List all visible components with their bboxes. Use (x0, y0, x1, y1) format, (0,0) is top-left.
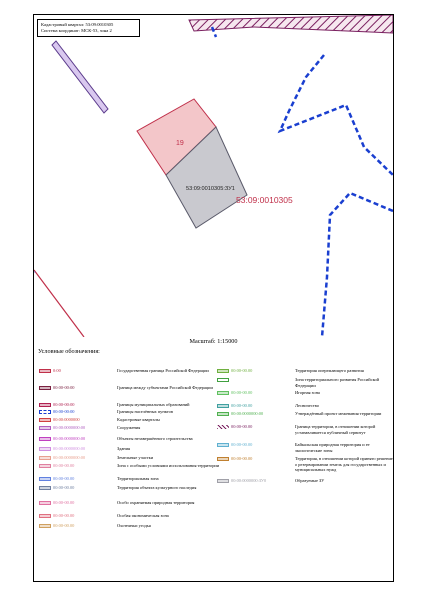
purple-symbol-icon (39, 437, 51, 441)
cyan-symbol-icon (217, 443, 229, 447)
legend-code: 00:00:0000000:00 (53, 425, 86, 430)
legend-code: 00:00:0000000:00 (231, 411, 264, 416)
legend-code: 00:00-00.00 (231, 390, 253, 395)
green-symbol-icon (217, 391, 229, 395)
lilac-symbol-icon (39, 447, 51, 451)
hatch-icon-symbol-icon (217, 425, 229, 429)
coordinate-system-info: Система координат: МСК-53, зона 2 (41, 28, 112, 33)
green-outline-symbol-icon (217, 378, 229, 382)
scale-label: Масштаб: 1:15000 (189, 338, 238, 345)
purple-symbol-icon (39, 426, 51, 430)
legend-description: Государственная граница Российской Федерации (117, 368, 209, 373)
quarter-info: Кадастровый квартал: 53:09:0010305 (41, 22, 114, 27)
legend-description: Территория объекта культурного наследия (117, 485, 197, 490)
legend-description: Зона территориального развития Российской Федерации (295, 377, 380, 388)
legend-code: 00:00-00.00 (53, 463, 75, 468)
red-symbol-icon (39, 418, 51, 422)
salmon-symbol-icon (39, 456, 51, 460)
legend-description: Байкальская природная территория и ее экологические зоны (295, 442, 370, 453)
legend-description: Границы муниципальных образований (117, 402, 190, 407)
legend-description: Особая экономическая зона (117, 513, 169, 518)
orange-symbol-icon (217, 457, 229, 461)
map-sheet (33, 14, 394, 582)
steel-symbol-icon (39, 486, 51, 490)
legend-description: Границы населённых пунктов (117, 409, 173, 414)
legend-description: Здания (117, 446, 130, 451)
legend-description: Утверждённый проект межевания территории (295, 411, 382, 416)
teal-symbol-icon (217, 404, 229, 408)
edge-mark: › (34, 270, 36, 275)
tan-symbol-icon (39, 524, 51, 528)
legend-code: 00:00-00.00 (53, 513, 75, 518)
legend-description: Территория опережающего развития (295, 368, 364, 373)
legend-code: 00:00:0000000 (53, 417, 80, 422)
legend-code: 00:00:0000000:00 (53, 455, 86, 460)
road-strip (52, 41, 108, 113)
servitude-hatched-area (189, 15, 393, 33)
legend-code: 00:00-00.00 (231, 456, 253, 461)
legend-description: Граница между субъектами Российской Федерации (117, 385, 213, 390)
legend-code: 00:00-00.00 (53, 476, 75, 481)
cadastral-map[interactable] (34, 15, 393, 337)
settlement-boundary-lower (322, 193, 393, 337)
pink-symbol-icon (39, 514, 51, 518)
legend-description: Образуемые ЗУ (295, 478, 325, 483)
legend-code: 00:00-00.00 (231, 442, 253, 447)
settlement-boundary-upper (280, 55, 393, 175)
quarter-number-label: 53:09:0010305 (236, 195, 293, 205)
crimson-symbol-icon (39, 403, 51, 407)
legend-code: 00:00-00:00 (53, 385, 75, 390)
legend-title: Условные обозначения: (38, 348, 100, 355)
legend-code: 00:00-00:00 (53, 402, 75, 407)
legend-code: 0:00 (53, 368, 61, 373)
red-symbol-icon (39, 369, 51, 373)
legend-code: 00:00-00.00 (53, 485, 75, 490)
blue-dashed-symbol-icon (39, 410, 51, 414)
legend-description: Территория, в отношении которой принято решение о резервировании земель для государственных и муниципальных нужд (295, 456, 393, 473)
green-symbol-icon (217, 412, 229, 416)
legend-description: Граница территории, в отношении которой устанавливается публичный сервитут (295, 424, 376, 435)
parcel-19-label: 19 (176, 140, 184, 147)
legend-code: 00:00-00.00 (53, 500, 75, 505)
legend-code: 00:00-00.00 (53, 523, 75, 528)
legend-description: Игорная зона (295, 390, 320, 395)
legend-description: Особо охраняемая природная территория (117, 500, 195, 505)
legend-code: 00:00-00.00 (231, 424, 253, 429)
legend-code: 00:00:0000000:00 (53, 436, 86, 441)
legend-code: 00:00-00.00 (231, 368, 253, 373)
map-info-box (37, 19, 140, 37)
legend-code: 00:00-00:00 (53, 409, 75, 414)
gray-symbol-icon (217, 479, 229, 483)
legend-code: 00:00-00.00 (231, 403, 253, 408)
legend-description: Кадастровые кварталы (117, 417, 160, 422)
legend-code: 00:00:0000000:00 (53, 446, 86, 451)
selected-parcel-label: 53:09:0010305:ЗУ1 (186, 186, 235, 192)
pink-symbol-icon (39, 464, 51, 468)
legend-description: Территориальная зона (117, 476, 159, 481)
green-symbol-icon (217, 369, 229, 373)
quarter-boundary-left (34, 270, 84, 337)
legend-description: Лесничество (295, 403, 320, 408)
blue-symbol-icon (39, 477, 51, 481)
legend-description: Земельные участки (117, 455, 154, 460)
map-area[interactable] (34, 15, 393, 337)
legend (34, 360, 393, 580)
legend-description: Охотничьи угодья (117, 523, 151, 528)
pink-symbol-icon (39, 501, 51, 505)
legend-description: Сооружения (117, 425, 141, 430)
legend-code: 00:00:0000000:ЗУ0 (231, 478, 267, 483)
legend-description: Объекты незавершённого строительства (117, 436, 193, 441)
legend-description: Зона с особыми условиями использования территории (117, 463, 220, 468)
maroon-symbol-icon (39, 386, 51, 390)
